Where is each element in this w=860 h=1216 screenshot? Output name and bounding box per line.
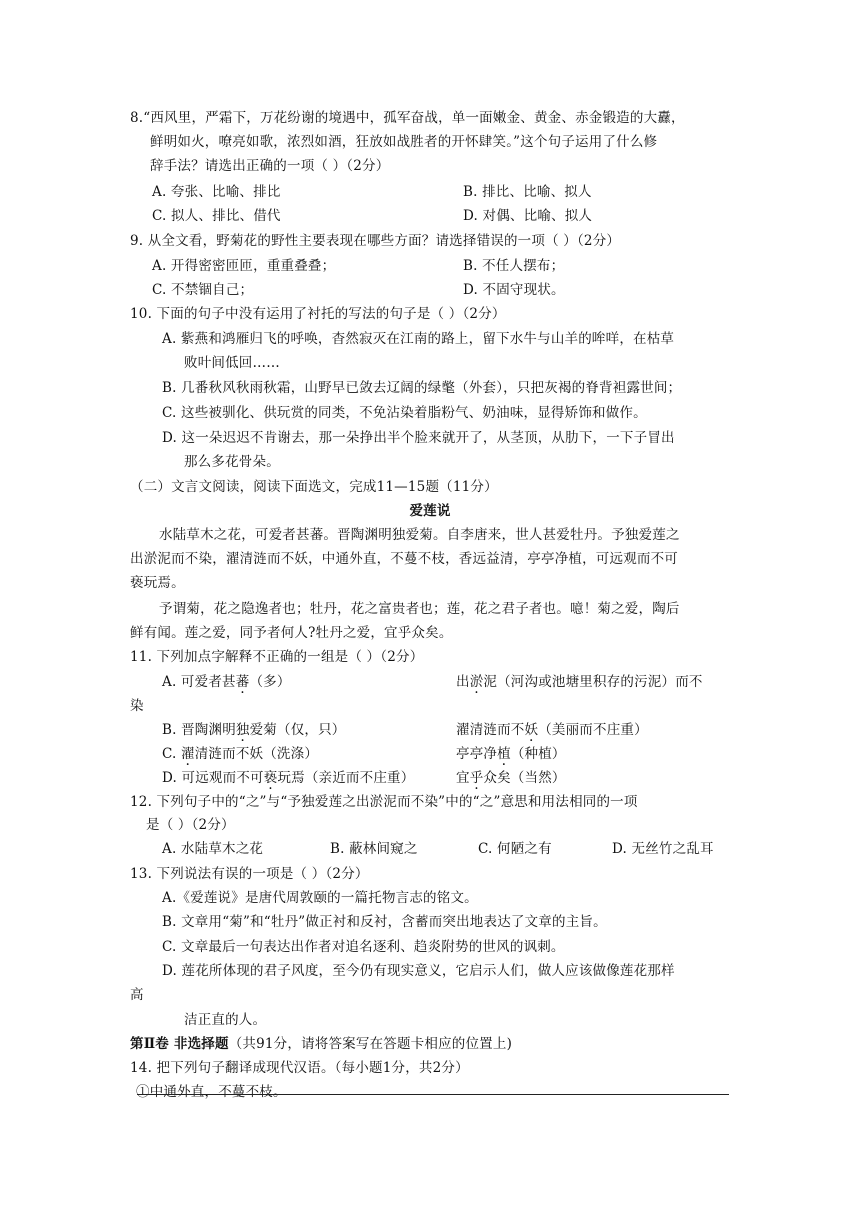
q12-stem-line2: 是（ ）（2分）: [146, 817, 235, 833]
q11-option-c-left: [162, 742, 318, 766]
q11-b-right-text: 濯清涟而不: [456, 722, 525, 738]
q11-option-a-left: [162, 670, 291, 694]
part2-heading: [130, 1032, 512, 1056]
q9-stem: 9. 从全文看，野菊花的野性主要表现在哪些方面？请选择错误的一项（ ）（2分）: [130, 233, 621, 249]
q11-d-right-dotted: 乎: [469, 770, 484, 786]
q11-option-d-right: [456, 766, 566, 790]
q11-stem: 11. 下列加点字解释不正确的一组是（ ）（2分）: [130, 649, 424, 665]
passage-title: 爱莲说: [409, 503, 451, 519]
answer-line: [137, 1094, 729, 1095]
q11-b-left-gloss: 爱菊（仅，只）: [249, 722, 346, 738]
q11-a-left-dotted: 蕃: [235, 674, 250, 690]
q9-option-b: B. 不任人摆布；: [463, 258, 565, 274]
q14-stem: 14. 把下列句子翻译成现代汉语。（每小题1分，共2分）: [130, 1060, 469, 1076]
q10-stem: 10. 下面的句子中没有运用了衬托的写法的句子是（ ）（2分）: [130, 306, 506, 322]
q9-option-c: C. 不禁锢自己；: [152, 282, 254, 298]
passage-p2-line2: 鲜有闻。莲之爱，同予者何人?牡丹之爱，宜乎众矣。: [130, 625, 453, 641]
passage-p1-line1: 水陆草木之花，可爱者甚蕃。晋陶渊明独爱菊。自李唐来，世人甚爱牡丹。予独爱莲之: [159, 527, 680, 543]
part2-title: 第Ⅱ卷 非选择题: [130, 1036, 229, 1052]
q8-stem-line3: 辞手法？请选出正确的一项（ ）（2分）: [150, 158, 390, 174]
q11-c-right-dotted: 植: [497, 746, 511, 762]
q8-option-d: D. 对偶、比喻、拟人: [463, 208, 593, 224]
q11-option-a-wrap: 染: [130, 698, 144, 714]
q11-d-left-gloss: 玩焉（亲近而不庄重）: [277, 770, 415, 786]
part2-note: （共91分，请将答案写在答题卡相应的位置上): [228, 1036, 513, 1052]
q11-d-right-gloss: 众矣（当然）: [483, 770, 566, 786]
q8-option-b: B. 排比、比喻、拟人: [463, 184, 592, 200]
q11-a-right-text: 出: [456, 674, 470, 690]
q8-stem-line1: 8.“西风里，严霜下，万花纷谢的境遇中，孤军奋战，单一面嫩金、黄金、赤金锻造的大纛，: [130, 110, 685, 126]
q11-c-right-text: 亭亭净: [456, 746, 498, 762]
q13-option-d-line2: 洁正直的人。: [184, 1012, 267, 1028]
q11-a-right-dotted: 淤: [469, 674, 484, 690]
q8-option-c: C. 拟人、排比、借代: [152, 208, 281, 224]
q11-b-left-text: B. 晋陶渊明: [162, 722, 236, 738]
q13-option-d-line1: D. 莲花所体现的君子风度，至今仍有现实意义，它启示人们，做人应该做像莲花那样: [162, 963, 675, 979]
q8-stem-line2: 鲜明如火，嘹亮如歌，浓烈如酒，狂放如战胜者的开怀肆笑。”这个句子运用了什么修: [150, 134, 658, 150]
q13-option-d-wrap: 高: [130, 987, 144, 1003]
q10-option-c: C. 这些被驯化、供玩赏的同类，不免沾染着脂粉气、奶油味，显得矫饰和做作。: [162, 405, 647, 421]
q14-sentence-1: ①中通外直，不蔓不枝。: [136, 1084, 287, 1100]
q13-option-b: B. 文章用“菊”和“牡丹”做正衬和反衬，含蓄而突出地表达了文章的主旨。: [162, 914, 607, 930]
q12-option-a: A. 水陆草木之花: [162, 841, 264, 857]
q10-option-a-line1: A. 紫燕和鸿雁归飞的呼唤，杳然寂灭在江南的路上，留下水牛与山羊的哞咩，在枯草: [162, 331, 675, 347]
q10-option-b: B. 几番秋风秋雨秋霜，山野早已敛去辽阔的绿氅（外套），只把灰褐的脊背袒露世间；: [162, 380, 682, 396]
q9-option-a: A. 开得密密匝匝，重重叠叠；: [152, 258, 336, 274]
q11-a-left-gloss: （多）: [249, 674, 291, 690]
q11-c-left-dotted: 濯: [181, 746, 195, 762]
q10-option-a-line2: 败叶间低回……: [184, 355, 280, 371]
q11-option-b-left: [162, 718, 346, 742]
q13-stem: 13. 下列说法有误的一项是（ ）（2分）: [130, 866, 369, 882]
q8-option-a: A. 夸张、比喻、排比: [152, 184, 281, 200]
q11-option-d-left: [162, 766, 414, 790]
q11-b-left-dotted: 独: [235, 722, 250, 738]
q9-option-d: D. 不固守现状。: [463, 282, 565, 298]
q11-d-left-text: D. 可远观而不可: [162, 770, 264, 786]
q11-a-left-text: A. 可爱者甚: [162, 674, 236, 690]
q13-option-c: C. 文章最后一句表达出作者对追名逐利、趋炎附势的世风的讽刺。: [162, 939, 565, 955]
q11-a-right-gloss: 泥（河沟或池塘里积存的污泥）而不: [483, 674, 703, 690]
q12-stem-line1: 12. 下列句子中的“之”与“予独爱莲之出淤泥而不染”中的“之”意思和用法相同的一项: [130, 794, 638, 810]
q11-c-right-gloss: （种植）: [510, 746, 566, 762]
q11-option-a-right: [456, 670, 703, 694]
q11-b-right-gloss: （美丽而不庄重）: [538, 722, 648, 738]
q13-option-a: A.《爱莲说》是唐代周敦颐的一篇托物言志的铭文。: [162, 890, 478, 906]
passage-p1-line3: 亵玩焉。: [130, 575, 185, 591]
q12-option-b: B. 蔽林间窥之: [330, 841, 418, 857]
q11-option-c-right: [456, 742, 566, 766]
section2-heading: （二）文言文阅读，阅读下面选文，完成11—15题（11分）: [130, 479, 498, 495]
q11-d-right-text: 宜: [456, 770, 470, 786]
q11-c-left-gloss: 清涟而不妖（洗涤）: [194, 746, 319, 762]
q10-option-d-line2: 那么多花骨朵。: [184, 454, 280, 470]
q11-b-right-dotted: 妖: [524, 722, 539, 738]
q11-c-left-text: C.: [162, 746, 182, 762]
q12-option-d: D. 无丝竹之乱耳: [612, 841, 714, 857]
q12-option-c: C. 何陋之有: [478, 841, 552, 857]
q10-option-d-line1: D. 这一朵迟迟不肯谢去，那一朵挣出半个脸来就开了，从茎顶，从肋下，一下子冒出: [162, 430, 675, 446]
q11-option-b-right: [456, 718, 648, 742]
passage-p2-line1: 予谓菊，花之隐逸者也；牡丹，花之富贵者也；莲，花之君子者也。噫！菊之爱，陶后: [159, 601, 680, 617]
passage-p1-line2: 出淤泥而不染，濯清涟而不妖，中通外直，不蔓不枝，香远益清，亭亭净植，可远观而不可: [130, 551, 678, 567]
q11-d-left-dotted: 亵: [263, 770, 278, 786]
